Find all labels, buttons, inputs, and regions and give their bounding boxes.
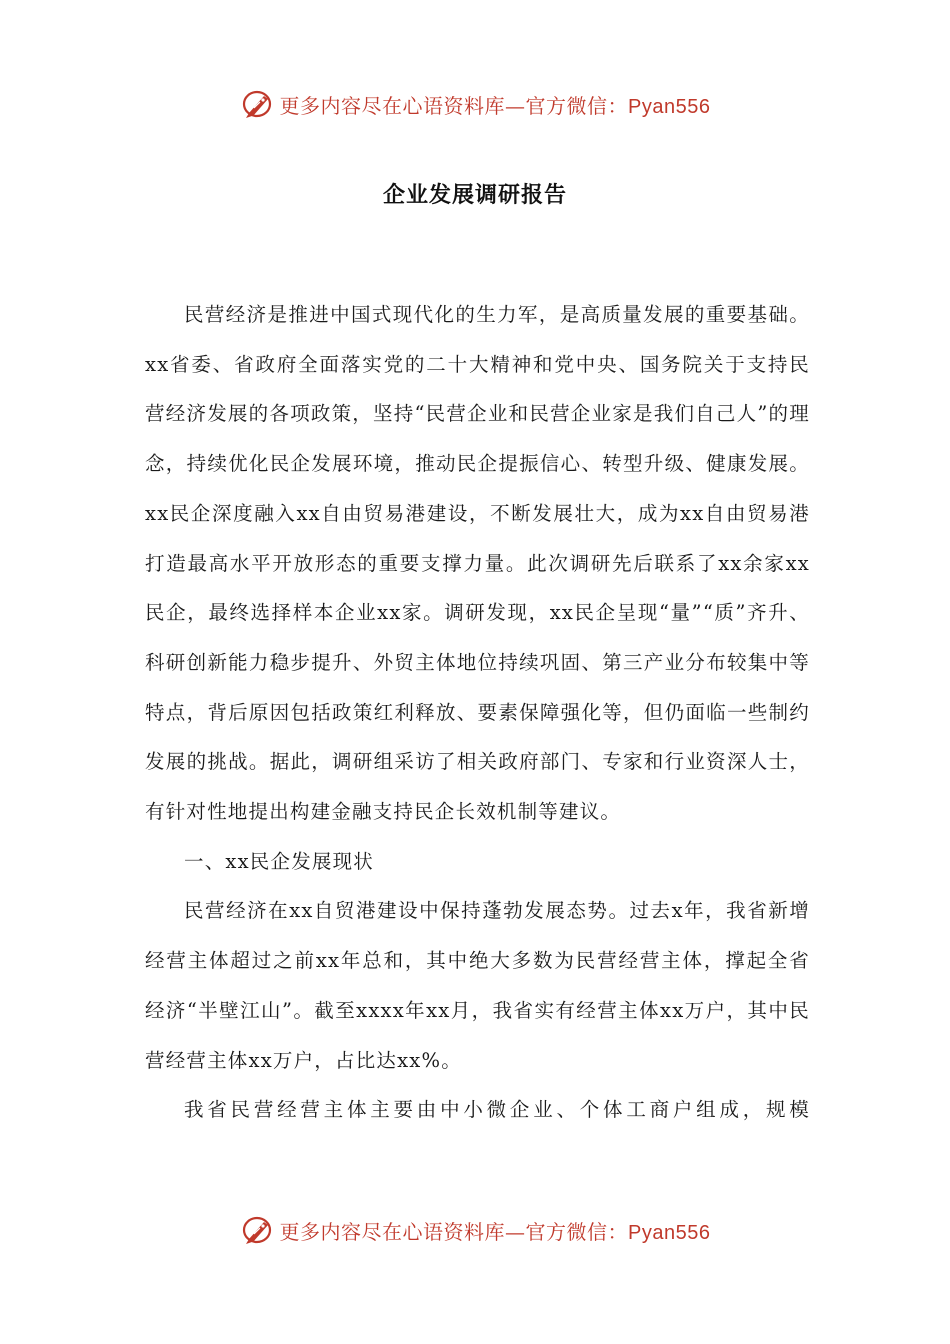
body-paragraph: 我省民营经营主体主要由中小微企业、个体工商户组成，规模 xyxy=(184,1098,810,1122)
body-paragraph: 民营经济是推进中国式现代化的生力军，是高质量发展的重要基础。xx省委、省政府全面落实党的二十大精神和党中央、国务院关于支持民营经济发展的各项政策，坚持“民营企业和民营企业家是我们自己人”的理念，持续优化民企发展环境，推动民企提振信心、转型升级、健康发展。xx民企深度融入xx自由贸易港建设，不断发展壮大，成为xx自由贸易港打造最高水平开放形态的重要支撑力量。此次调研先后联系了xx余家xx民企，最终选择样本企业xx家。调研发现，xx民企呈现“量”“质”齐升、科研创新能力稳步提升、外贸主体地位持续巩固、第三产业分布较集中等特点，背后原因包括政策红利释放、要素保障强化等，但仍面临一些制约发展的挑战。据此，调研组采访了相关政府部门、专家和行业资深人士，有针对性地提出构建金融支持民企长效机制等建议。 xyxy=(145,303,810,824)
document-body xyxy=(145,290,810,1135)
pen-nib-logo-icon xyxy=(240,1212,276,1248)
footer-watermark-banner xyxy=(0,1210,950,1250)
pen-nib-logo-icon xyxy=(240,86,276,122)
body-paragraph: 民营经济在xx自贸港建设中保持蓬勃发展态势。过去x年，我省新增经营主体超过之前xx年总和，其中绝大多数为民营经营主体，撑起全省经济“半壁江山”。截至xxxx年xx月，我省实有经营主体xx万户，其中民营经营主体xx万户，占比达xx%。 xyxy=(145,899,810,1072)
header-watermark-banner xyxy=(0,84,950,124)
wechat-handle: Pyan556 xyxy=(628,1221,711,1244)
banner-text: 更多内容尽在心语资料库—官方微信：Pyan556 xyxy=(279,1219,711,1244)
wechat-handle: Pyan556 xyxy=(628,95,711,118)
page-title: 企业发展调研报告 xyxy=(382,183,567,208)
section-heading: 一、xx民企发展现状 xyxy=(184,849,374,873)
banner-text: 更多内容尽在心语资料库—官方微信：Pyan556 xyxy=(279,93,711,118)
